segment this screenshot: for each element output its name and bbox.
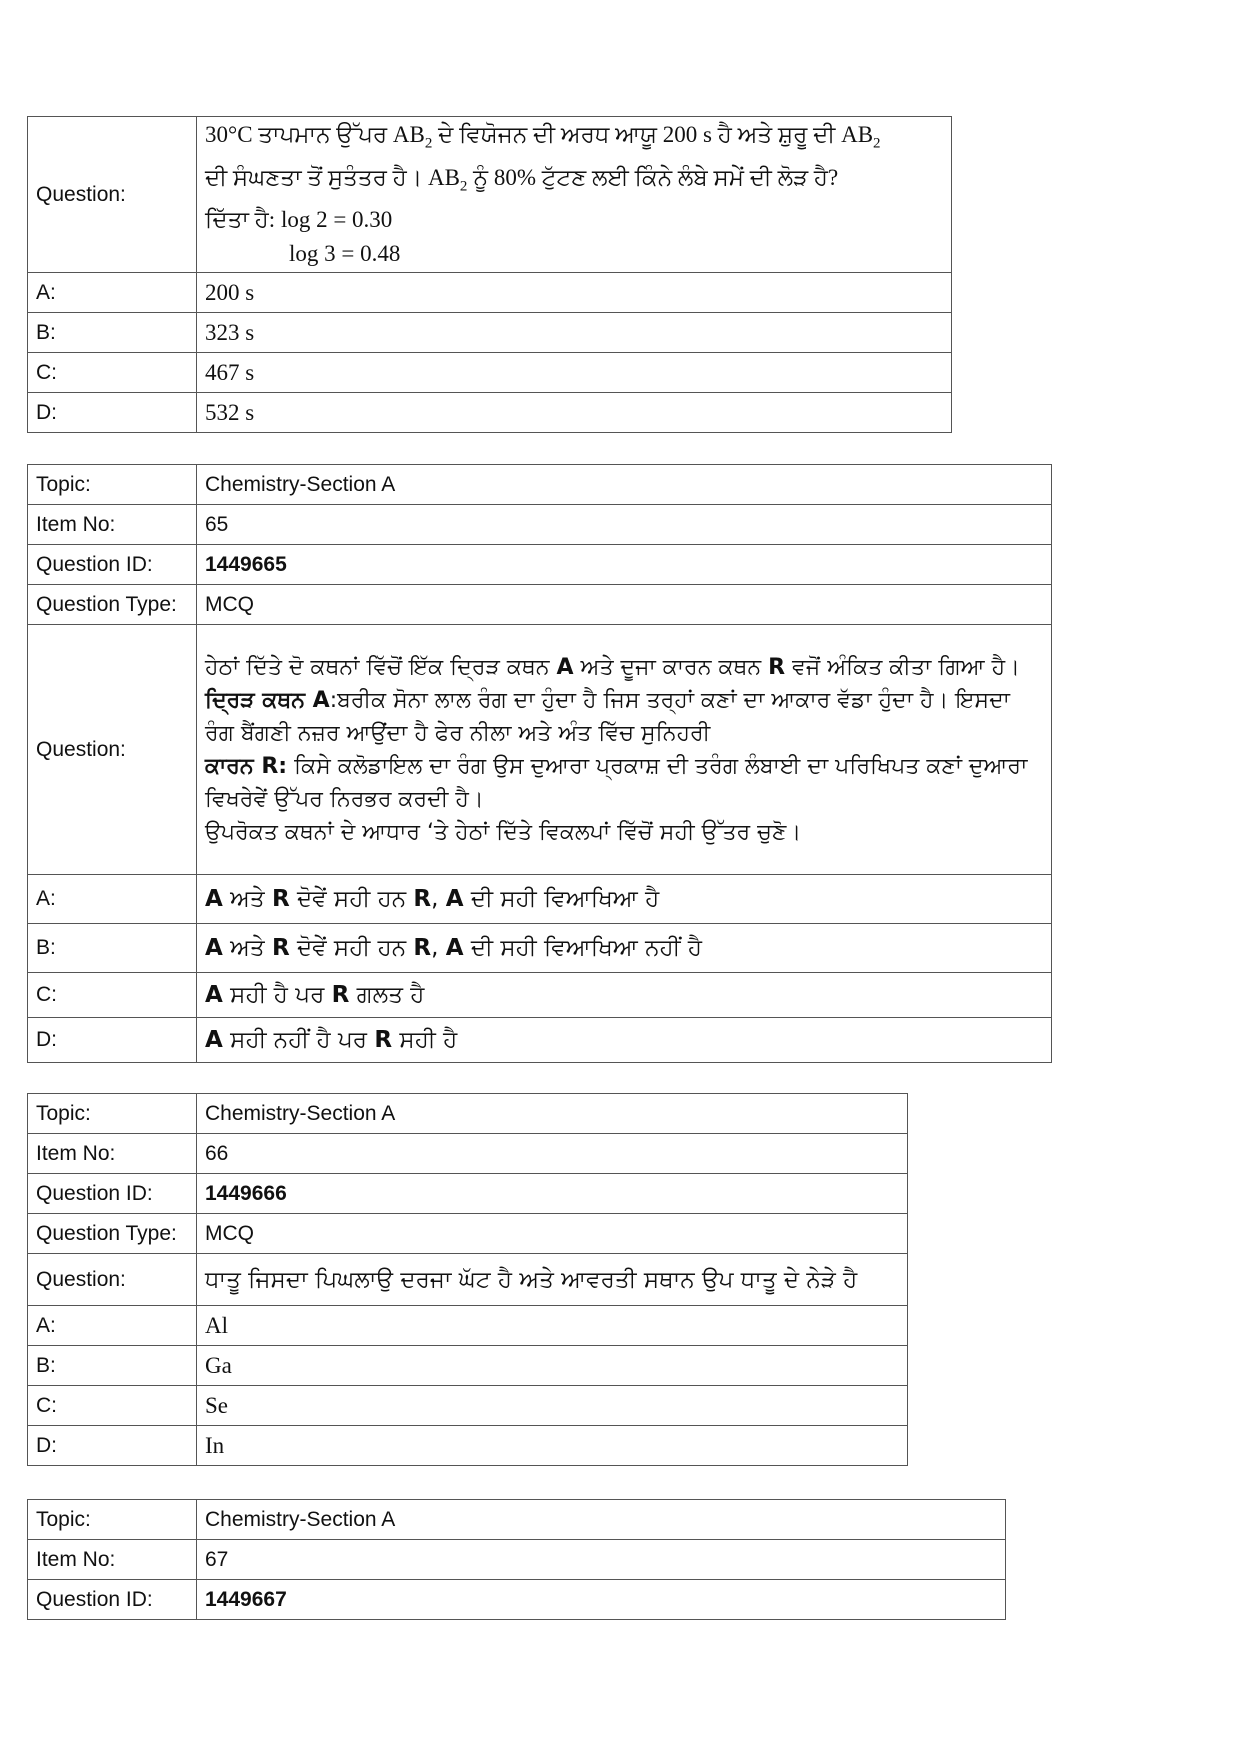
question-id-value: 1449665 [197, 545, 1052, 585]
question-label: Question: [28, 1254, 197, 1306]
question-type-value: MCQ [197, 585, 1052, 625]
q65-intro-a: ਹੇਠਾਂ ਦਿੱਤੇ ਦੋ ਕਥਨਾਂ ਵਿੱਚੋਂ ਇੱਕ ਦ੍ਰਿੜ ਕਥਨ [205, 654, 557, 680]
question-label: Question: [28, 625, 197, 875]
assertion-label: ਦ੍ਰਿੜ ਕਥਨ A [205, 687, 330, 713]
question-text [197, 117, 952, 273]
option-b-text: Ga [197, 1346, 908, 1386]
question-instruction: ਉਪਰੋਕਤ ਕਥਨਾਂ ਦੇ ਆਧਾਰ ‘ਤੇ ਹੇਠਾਂ ਦਿੱਤੇ ਵਿਕਲਪਾਂ ਵਿੱਚੋਂ ਸਹੀ ਉੱਤਰ ਚੁਣੋ। [205, 819, 802, 845]
option-c-label: C: [28, 973, 197, 1018]
q64-line1-b: ਦੇ ਵਿਯੋਜਨ ਦੀ ਅਰਧ ਆਯੂ 200 s ਹੈ ਅਤੇ ਸ਼ੁਰੂ ਦੀ AB [432, 121, 874, 147]
q65-intro-d: R [768, 654, 786, 680]
option-d-label: D: [28, 1426, 197, 1466]
q64-line1-sub: 2 [424, 135, 433, 152]
q64-line1-sub2: 2 [873, 135, 881, 152]
topic-value: Chemistry-Section A [197, 465, 1052, 505]
question-table-65 [27, 464, 1052, 1063]
opt-b-2: R [271, 935, 290, 961]
opt-b-5: , [431, 935, 446, 961]
option-d-text [197, 1018, 1052, 1063]
option-b-text [197, 924, 1052, 973]
opt-d-2: R [374, 1027, 393, 1053]
question-table-67 [27, 1499, 1006, 1620]
opt-a-5: , [431, 886, 446, 912]
opt-b-3: ਦੋਵੇਂ ਸਹੀ ਹਨ [289, 935, 414, 961]
item-no-value: 67 [197, 1540, 1006, 1580]
option-b-label: B: [28, 313, 197, 353]
opt-a-2: R [271, 886, 290, 912]
question-id-value: 1449666 [197, 1174, 908, 1214]
opt-a-4: R [413, 886, 432, 912]
q64-line2-b: ਨੂੰ 80% ਟੁੱਟਣ ਲਈ ਕਿੰਨੇ ਲੰਬੇ ਸਮੇਂ ਦੀ ਲੋੜ ਹੈ? [467, 164, 839, 190]
q64-line2-a: ਦੀ ਸੰਘਣਤਾ ਤੋਂ ਸੁਤੰਤਰ ਹੈ। AB [205, 164, 460, 190]
option-c-text: Se [197, 1386, 908, 1426]
opt-a-1: ਅਤੇ [222, 886, 272, 912]
question-type-value: MCQ [197, 1214, 908, 1254]
opt-a-0: A [205, 886, 223, 912]
option-b-label: B: [28, 1346, 197, 1386]
option-a-text: 200 s [197, 273, 952, 313]
question-text: ਧਾਤੂ ਜਿਸਦਾ ਪਿਘਲਾਉ ਦਰਜਾ ਘੱਟ ਹੈ ਅਤੇ ਆਵਰਤੀ ਸਥਾਨ ਉਪ ਧਾਤੂ ਦੇ ਨੇੜੇ ਹੈ [197, 1254, 908, 1306]
topic-value: Chemistry-Section A [197, 1500, 1006, 1540]
option-d-text: In [197, 1426, 908, 1466]
reason-label: ਕਾਰਨ R: [205, 753, 288, 779]
q65-intro-e: ਵਜੋਂ ਅੰਕਿਤ ਕੀਤਾ ਗਿਆ ਹੈ। [785, 654, 1020, 680]
opt-b-7: ਦੀ ਸਹੀ ਵਿਆਖਿਆ ਨਹੀਂ ਹੈ [463, 935, 702, 961]
topic-label: Topic: [28, 1500, 197, 1540]
topic-value: Chemistry-Section A [197, 1094, 908, 1134]
option-a-label: A: [28, 875, 197, 924]
q65-intro-b: A [556, 654, 574, 680]
opt-b-1: ਅਤੇ [222, 935, 272, 961]
option-c-text [197, 973, 1052, 1018]
opt-c-3: ਗਲਤ ਹੈ [349, 982, 425, 1008]
option-b-text: 323 s [197, 313, 952, 353]
option-a-label: A: [28, 273, 197, 313]
item-no-label: Item No: [28, 505, 197, 545]
item-no-value: 66 [197, 1134, 908, 1174]
opt-a-6: A [445, 886, 464, 912]
question-table-66 [27, 1093, 908, 1466]
item-no-value: 65 [197, 505, 1052, 545]
assertion-text: :ਬਰੀਕ ਸੋਨਾ ਲਾਲ ਰੰਗ ਦਾ ਹੁੰਦਾ ਹੈ ਜਿਸ ਤਰ੍ਹਾਂ ਕਣਾਂ ਦਾ ਆਕਾਰ ਵੱਡਾ ਹੁੰਦਾ ਹੈ। ਇਸਦਾ ਰੰਗ ਬੈਂਗਣੀ ਨਜ਼ਰ ਆਉਂਦਾ ਹੈ ਫੇਰ ਨੀਲਾ ਅਤੇ ਅੰਤ ਵਿੱਚ ਸੁਨਿਹਰੀ [205, 687, 1010, 746]
q64-line2-sub: 2 [459, 178, 468, 195]
opt-d-0: A [205, 1027, 223, 1053]
opt-a-3: ਦੋਵੇਂ ਸਹੀ ਹਨ [289, 886, 414, 912]
question-type-label: Question Type: [28, 585, 197, 625]
opt-a-7: ਦੀ ਸਹੀ ਵਿਆਖਿਆ ਹੈ [463, 886, 660, 912]
opt-c-0: A [205, 982, 223, 1008]
option-a-text [197, 875, 1052, 924]
item-no-label: Item No: [28, 1134, 197, 1174]
option-a-text: Al [197, 1306, 908, 1346]
question-label: Question: [28, 117, 197, 273]
option-c-text: 467 s [197, 353, 952, 393]
opt-b-6: A [445, 935, 464, 961]
question-text [197, 625, 1052, 875]
reason-text: ਕਿਸੇ ਕਲੋਡਾਇਲ ਦਾ ਰੰਗ ਉਸ ਦੁਆਰਾ ਪ੍ਰਕਾਸ਼ ਦੀ ਤਰੰਗ ਲੰਬਾਈ ਦਾ ਪਰਿਖਿਪਤ ਕਣਾਂ ਦੁਆਰਾ ਵਿਖਰੇਵੇਂ ਉੱਪਰ ਨਿਰਭਰ ਕਰਦੀ ਹੈ। [205, 753, 1028, 812]
option-a-label: A: [28, 1306, 197, 1346]
question-table-64 [27, 116, 952, 433]
opt-c-2: R [331, 982, 350, 1008]
opt-b-0: A [205, 935, 223, 961]
question-id-value: 1449667 [197, 1580, 1006, 1620]
topic-label: Topic: [28, 465, 197, 505]
option-d-text: 532 s [197, 393, 952, 433]
option-d-label: D: [28, 393, 197, 433]
opt-d-3: ਸਹੀ ਹੈ [392, 1027, 458, 1053]
question-id-label: Question ID: [28, 1174, 197, 1214]
item-no-label: Item No: [28, 1540, 197, 1580]
q64-given-line2: log 3 = 0.48 [289, 241, 401, 267]
option-c-label: C: [28, 1386, 197, 1426]
question-id-label: Question ID: [28, 545, 197, 585]
option-c-label: C: [28, 353, 197, 393]
topic-label: Topic: [28, 1094, 197, 1134]
opt-d-1: ਸਹੀ ਨਹੀਂ ਹੈ ਪਰ [222, 1027, 375, 1053]
question-type-label: Question Type: [28, 1214, 197, 1254]
question-id-label: Question ID: [28, 1580, 197, 1620]
opt-c-1: ਸਹੀ ਹੈ ਪਰ [222, 982, 332, 1008]
opt-b-4: R [413, 935, 432, 961]
q65-intro-c: ਅਤੇ ਦੂਜਾ ਕਾਰਨ ਕਥਨ [573, 654, 769, 680]
option-b-label: B: [28, 924, 197, 973]
q64-line1-a: 30°C ਤਾਪਮਾਨ ਉੱਪਰ AB [205, 121, 425, 147]
option-d-label: D: [28, 1018, 197, 1063]
q64-given-line1: ਦਿੱਤਾ ਹੈ: log 2 = 0.30 [205, 207, 393, 233]
